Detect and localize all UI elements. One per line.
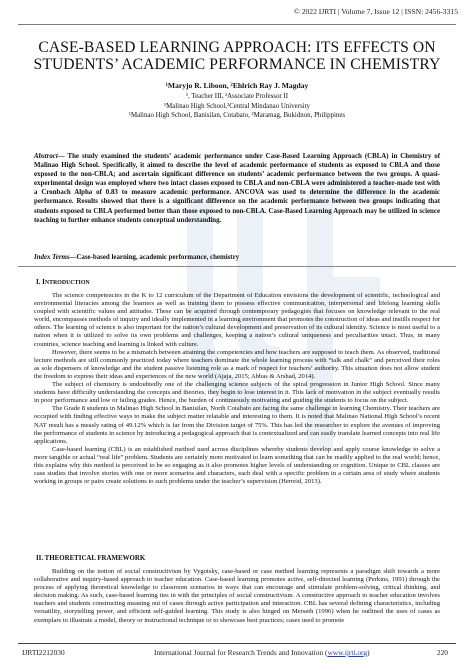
affiliation-institutions: ¹Malinao High School,²Central Mindanao University	[164, 102, 310, 110]
intro-paragraph-4: The Grade 8 students in Malinao High School in Banisilan, North Cotabato are facing the same challenge in learning Chemistry. Their teachers are occupied with finding effective ways to make the subject matter relatable and interesting to them. It is noted that Malinao National High School’s recent NAT result has a measly rating of 49.12% which is far from the Division target of 75%. This has led the researcher to explore the avenues of improving the performance of students in science by introducing a pedagogical approach that is contextualized and can easily translate learned concepts into real life applications.	[34, 405, 440, 445]
title-line-1: CASE-BASED LEARNING APPROACH: ITS EFFECTS ON	[38, 39, 436, 56]
section-heading-introduction	[36, 279, 90, 286]
title-line-2: STUDENTS’ ACADEMIC PERFORMANCE IN CHEMISTRY	[33, 56, 441, 73]
section-divider	[18, 266, 456, 267]
abstract	[34, 152, 440, 225]
intro-paragraph-1: The science competencies in the K to 12 curriculum of the Department of Education envisions the development of scientific, technological and environmental literacies among the learners as well as training them to possess effective communication, interpersonal and lifelong learning skills coupled with scientific values and attitudes. These can be acquired through contemporary pedagogies that focuses on knowledge relevant to the real world, encompasses methods of inquiry and ideally implemented in a learning environment that promotes the construction of ideas and instills respect for others. The learning of science is also important for the nation’s cultural development and preservation of its cultural identity. Science is most useful to a nation when it is utilized to solve its own problems and challenges, keeping a nation’s cultural uniqueness and peculiarities intact. Thus, in many countries, science teaching and learning is linked with culture.	[34, 292, 440, 348]
affiliations	[0, 92, 474, 121]
section-heading-rest: NTRODUCTION	[44, 280, 90, 286]
affiliation-titles: ¹, Teacher III, ²Associate Professor II	[185, 93, 289, 100]
footer-divider	[18, 643, 456, 644]
introduction-body	[34, 292, 440, 486]
journal-name-end: )	[367, 648, 370, 657]
section-heading-theoretical-framework: II. THEORETICAL FRAMEWORK	[36, 555, 146, 562]
page-number: 220	[436, 648, 448, 657]
index-terms	[34, 254, 440, 261]
journal-name-text: International Journal for Research Trends and Innovation (	[154, 648, 328, 657]
journal-link[interactable]: www.ijrti.org	[327, 648, 368, 657]
section-heading-num: I. I	[36, 279, 45, 286]
page-footer	[16, 648, 458, 659]
framework-paragraph-1: Building on the notion of social constructivism by Vygotsky, case-based or case method learning represents a paradigm shift towards a more collaborative and inquiry-based approach to teacher education. Case-based learning promotes active, self-directed learning (Perkins, 1991) through the process of applying theoretical knowledge to classroom scenarios in ways that can encourage and stimulate problem-solving, critical thinking, and decision making. As such, case-based learning ties in with the principles of social constructivism. A constructive approach to teacher education involves teachers and students constructing meaning out of cases through active participation and interaction. CBL has several defining characteristics, including versatility, storytelling power, and efficient self-guided learning. This study is also hinged on Merseth (1996) when he outlined the uses of cases as exemplars to illustrate a model, theory or instructional technique or to showcase best practices; cases used to promote	[34, 568, 440, 624]
abstract-lead: Abstract	[34, 153, 58, 160]
intro-paragraph-2: However, there seems to be a mismatch between attaining the competencies and how teachers are supposed to teach them. As observed, traditional lecture methods are still commonly practiced today where teachers dominate the whole learning process with “talk and chalk” and perceived their roles as sole dispensers of knowledge and the student passive listening role as a mark of respect for teachers’ authority. This situation does not allow student the freedom to express their ideas and experiences of the new world (Ajaja, 2015; Abbas & Arshad, 2014).	[34, 348, 440, 380]
header-divider	[18, 24, 456, 25]
index-terms-lead: Index Terms	[34, 254, 70, 261]
paper-title	[20, 39, 454, 73]
framework-body	[34, 568, 440, 625]
intro-paragraph-3: The subject of chemistry is undoubtedly one of the challenging science subjects of the spiral progression in Junior High School. Since many students have difficulty understanding the concepts and theories, they begin to lose interest in it. This lack of motivation in the subject eventually results in poor performance and low or failing grades. Hence, the burden of continuously motivating and guiding the students to focus on the subject.	[34, 381, 440, 405]
paper-code: IJRTI2212030	[22, 648, 65, 657]
intro-paragraph-5: Case-based learning (CBL) is an established method used across disciplines whereby students develop and apply course knowledge to solve a more tangible or actual “real life” problem. Students are certainly more motivated to learn something that can be readily applied to the real world; hence, this explains why this method is perceived to be so engaging as it also promotes higher levels of understanding or cognition. Unique to CBL classes are case studies that involve stories with one or more scenarios and characters, each deal with a specific problem in a certain area of study where students working in groups or pairs create solutions to such problems under the teacher’s supervision (Herreid, 2013).	[34, 445, 440, 486]
index-terms-text: —Case-based learning, academic performance, chemistry	[69, 254, 240, 261]
journal-name	[154, 648, 370, 657]
affiliation-locations: ¹Malinao High School, Banisilan, Cotabato, ²Maramag, Bukidnon, Philippines	[128, 112, 346, 120]
issn-header: © 2022 IJRTI | Volume 7, Issue 12 | ISSN: 2456-3315	[294, 7, 458, 16]
author-line: ¹Maryjo R. Liboon, ²Ehlrich Ray J. Magday	[165, 81, 309, 90]
abstract-text: — The study examined the students’ academic performance under Case-Based Learning Approach (CBLA) in Chemistry of Malinao High School. Specifically, it aimed to describe the level of academic performance of students as exposed to CBLA and those exposed to the non-CBLA; and ascertain significant difference on students’ academic performance between the two groups. A quasi-experimental design was employed where two intact classes exposed to CBLA and non-CBLA were administered a teacher-made test with a Cronbach Alpha of 0.83 to measure academic performance. ANCOVA was used to determine the difference in the academic performance. Results showed that there is a significant difference on the academic performance between two groups indicating that students exposed to CBLA performed better than those exposed to non-CBLA. Case-Based Learning Approach may be utilized in science teaching to further enhance students conceptual understanding.	[34, 153, 440, 224]
